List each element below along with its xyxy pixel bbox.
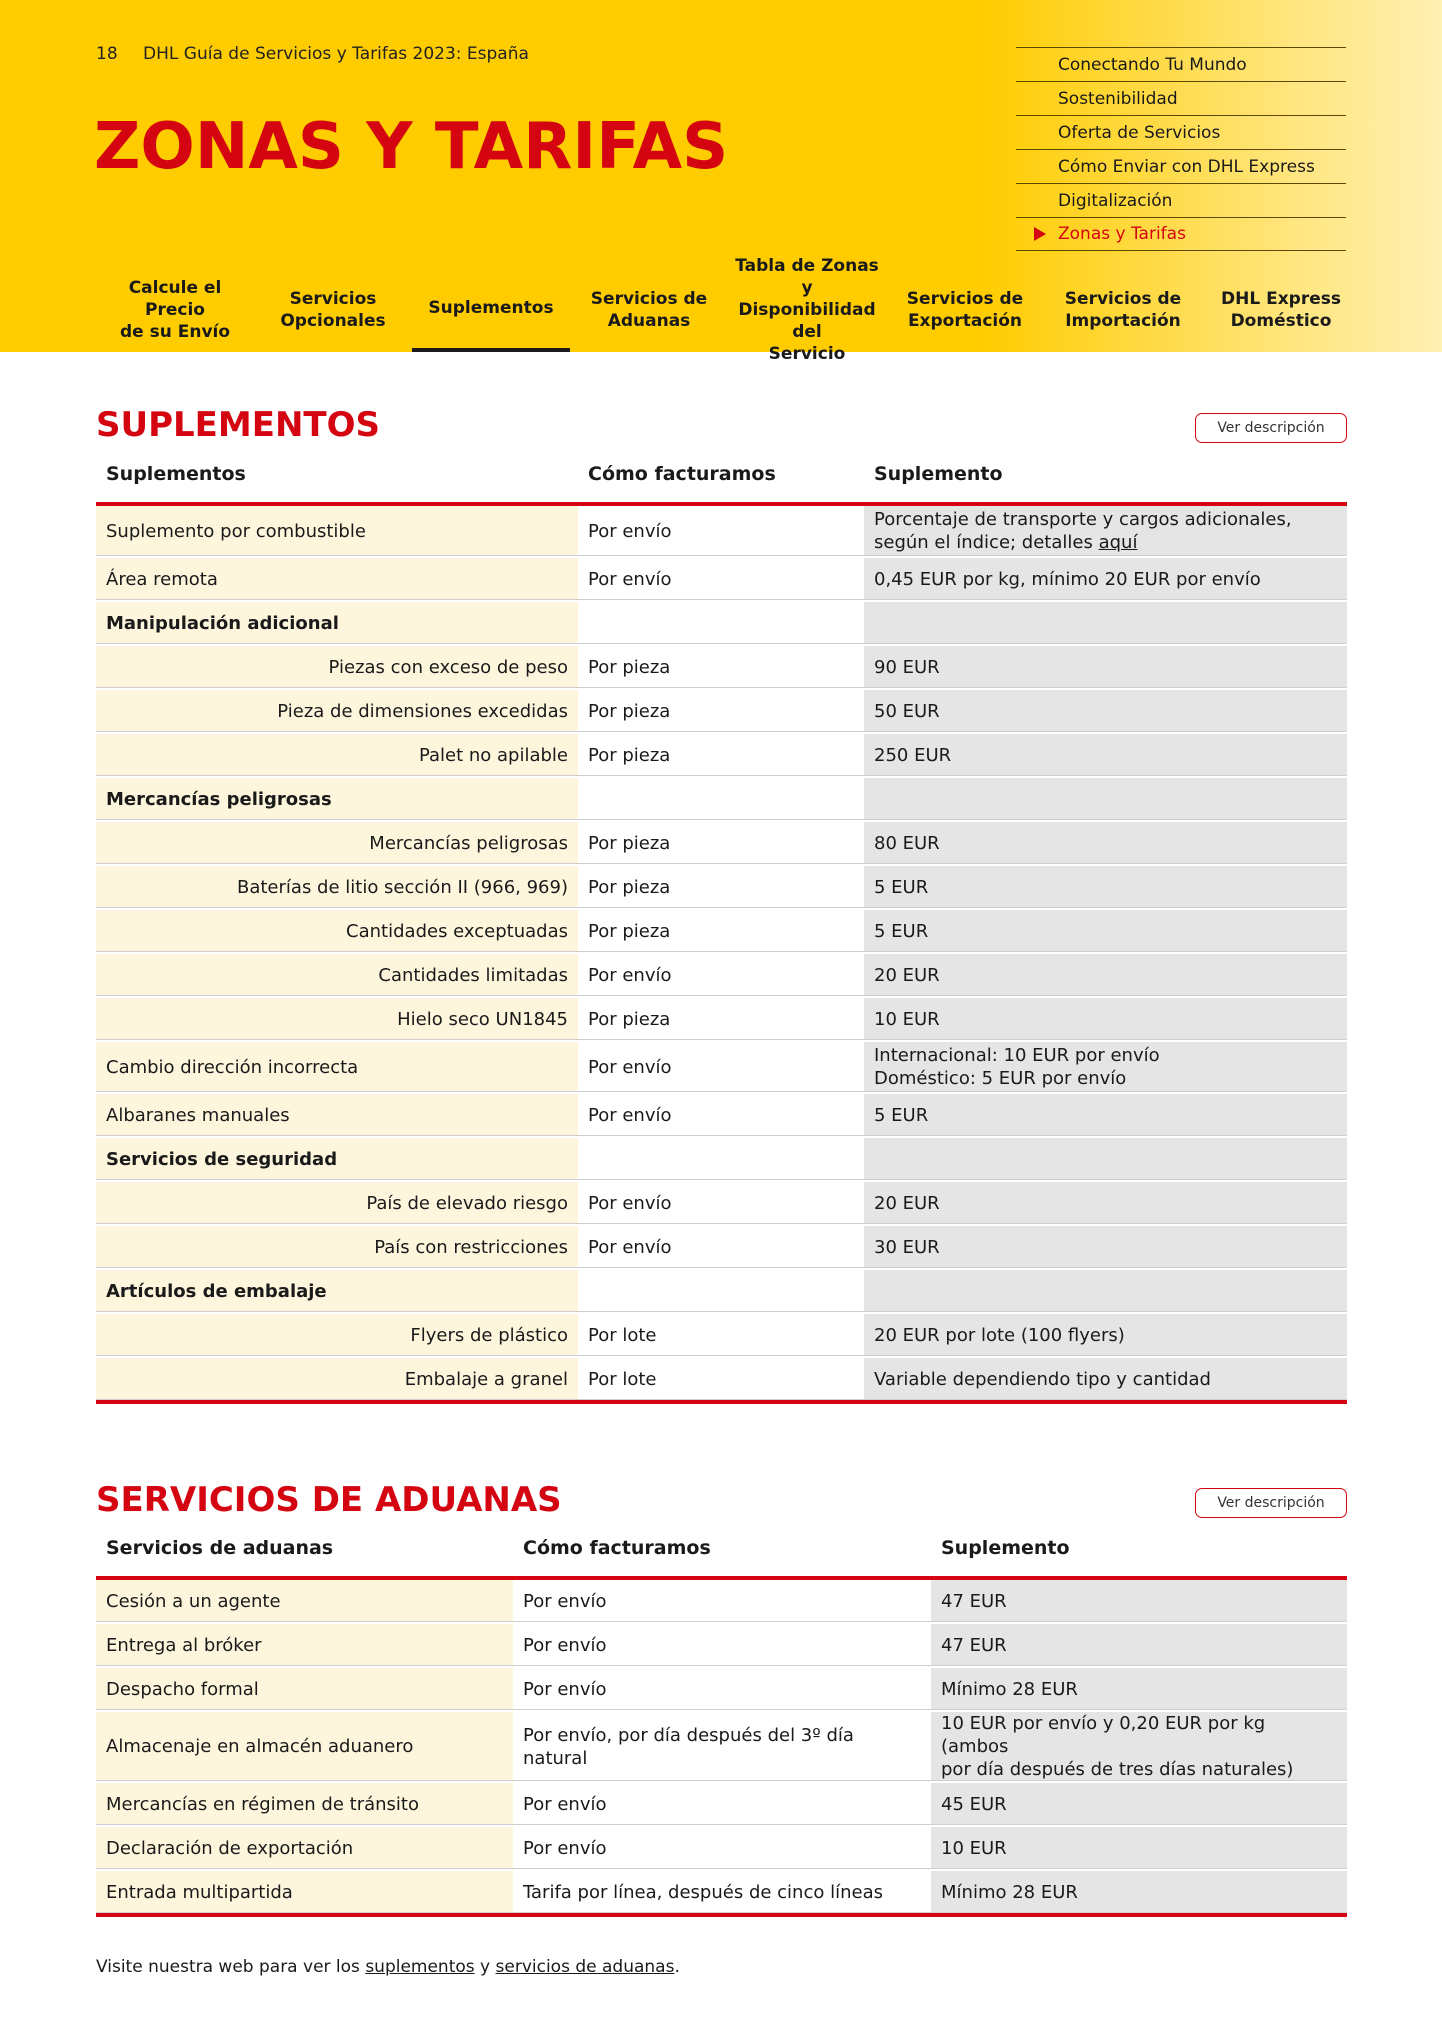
table-row bbox=[96, 689, 1347, 733]
column-header: Suplemento bbox=[931, 1520, 1347, 1578]
document-title: DHL Guía de Servicios y Tarifas 2023: España bbox=[143, 44, 529, 64]
cell-service: Piezas con exceso de peso bbox=[96, 645, 578, 689]
cell-service: Cantidades exceptuadas bbox=[96, 909, 578, 953]
nav-item[interactable] bbox=[1016, 115, 1346, 149]
table-row bbox=[96, 557, 1347, 601]
table-row bbox=[96, 601, 1347, 645]
cell-service: Flyers de plástico bbox=[96, 1313, 578, 1357]
cell-billing: Por envío bbox=[578, 1093, 864, 1137]
cell-charge: 0,45 EUR por kg, mínimo 20 EUR por envío bbox=[864, 557, 1347, 601]
aduanas-link[interactable]: servicios de aduanas bbox=[495, 1957, 675, 1977]
table-row bbox=[96, 1826, 1347, 1870]
footer-text: . bbox=[674, 1957, 680, 1977]
current-arrow-icon bbox=[1034, 227, 1046, 241]
table-row bbox=[96, 645, 1347, 689]
cell-charge bbox=[864, 504, 1347, 557]
table-row bbox=[96, 997, 1347, 1041]
cell-service: Almacenaje en almacén aduanero bbox=[96, 1711, 513, 1782]
cell-billing: Por envío bbox=[578, 1225, 864, 1269]
cell-charge: 50 EUR bbox=[864, 689, 1347, 733]
cell-service: Cambio dirección incorrecta bbox=[96, 1041, 578, 1093]
cell-service: Mercancías peligrosas bbox=[96, 821, 578, 865]
cell-service: Albaranes manuales bbox=[96, 1093, 578, 1137]
cell-service: Cantidades limitadas bbox=[96, 953, 578, 997]
cell-billing: Por envío bbox=[513, 1826, 931, 1870]
cell-charge bbox=[864, 1269, 1347, 1313]
cell-charge bbox=[864, 1137, 1347, 1181]
aduanas-description-button[interactable]: Ver descripción bbox=[1195, 1488, 1347, 1518]
cell-billing: Por envío bbox=[513, 1782, 931, 1826]
cell-service: Entrada multipartida bbox=[96, 1870, 513, 1915]
header-banner bbox=[0, 0, 1442, 364]
table-row bbox=[96, 1225, 1347, 1269]
cell-billing: Por envío bbox=[513, 1578, 931, 1623]
table-row bbox=[96, 777, 1347, 821]
cell-service: País de elevado riesgo bbox=[96, 1181, 578, 1225]
table-row bbox=[96, 1137, 1347, 1181]
footer-note bbox=[96, 1957, 680, 1977]
cell-service: Artículos de embalaje bbox=[96, 1269, 578, 1313]
nav-item-label: Conectando Tu Mundo bbox=[1058, 54, 1247, 75]
cell-service: Mercancías peligrosas bbox=[96, 777, 578, 821]
cell-billing: Por envío bbox=[578, 557, 864, 601]
nav-item[interactable] bbox=[1016, 149, 1346, 183]
nav-item-label: Zonas y Tarifas bbox=[1058, 224, 1186, 244]
column-header: Cómo facturamos bbox=[513, 1520, 931, 1578]
column-header: Cómo facturamos bbox=[578, 446, 864, 504]
table-row bbox=[96, 1181, 1347, 1225]
charge-line: Porcentaje de transporte y cargos adicionales, bbox=[874, 509, 1292, 530]
charge-line: 10 EUR por envío y 0,20 EUR por kg (ambos bbox=[941, 1713, 1266, 1757]
nav-item[interactable] bbox=[1016, 81, 1346, 115]
cell-charge: 90 EUR bbox=[864, 645, 1347, 689]
tab[interactable]: Servicios Opcionales bbox=[280, 289, 386, 331]
tab[interactable]: Servicios de Importación bbox=[1064, 289, 1182, 331]
cell-billing bbox=[578, 601, 864, 645]
charge-text: según el índice; detalles bbox=[874, 532, 1099, 553]
cell-charge bbox=[864, 777, 1347, 821]
cell-billing: Por envío bbox=[578, 1041, 864, 1093]
nav-item-label: Oferta de Servicios bbox=[1058, 122, 1221, 143]
cell-charge: 5 EUR bbox=[864, 909, 1347, 953]
cell-billing bbox=[578, 1137, 864, 1181]
cell-service: Despacho formal bbox=[96, 1667, 513, 1711]
cell-charge: 45 EUR bbox=[931, 1782, 1347, 1826]
table-row bbox=[96, 1782, 1347, 1826]
charge-line bbox=[874, 1067, 1337, 1090]
cell-billing: Por pieza bbox=[578, 865, 864, 909]
suplementos-table bbox=[96, 446, 1347, 1404]
cell-service: Baterías de litio sección II (966, 969) bbox=[96, 865, 578, 909]
nav-item[interactable] bbox=[1016, 183, 1346, 217]
tab[interactable]: Calcule el Precio de su Envío bbox=[119, 278, 231, 342]
cell-service: Hielo seco UN1845 bbox=[96, 997, 578, 1041]
cell-billing: Tarifa por línea, después de cinco líneas bbox=[513, 1870, 931, 1915]
cell-billing: Por envío bbox=[513, 1623, 931, 1667]
charge-text: por día después de tres días naturales) bbox=[941, 1759, 1294, 1780]
cell-billing: Por pieza bbox=[578, 645, 864, 689]
cell-charge: 47 EUR bbox=[931, 1578, 1347, 1623]
table-row bbox=[96, 733, 1347, 777]
table-row bbox=[96, 1667, 1347, 1711]
cell-charge: 20 EUR bbox=[864, 1181, 1347, 1225]
cell-service: Mercancías en régimen de tránsito bbox=[96, 1782, 513, 1826]
table-row bbox=[96, 1870, 1347, 1915]
cell-charge: Mínimo 28 EUR bbox=[931, 1870, 1347, 1915]
cell-service: Declaración de exportación bbox=[96, 1826, 513, 1870]
table-row bbox=[96, 1623, 1347, 1667]
cell-billing: Por envío bbox=[578, 953, 864, 997]
cell-service: Entrega al bróker bbox=[96, 1623, 513, 1667]
cell-service: Embalaje a granel bbox=[96, 1357, 578, 1402]
tab[interactable]: DHL Express Doméstico bbox=[1221, 289, 1341, 331]
tab[interactable]: Tabla de Zonas y Disponibilidad del Servicio bbox=[735, 256, 879, 364]
cell-billing: Por lote bbox=[578, 1357, 864, 1402]
suplementos-description-button[interactable]: Ver descripción bbox=[1195, 413, 1347, 443]
tab[interactable]: Servicios de Aduanas bbox=[590, 289, 708, 331]
cell-charge: 80 EUR bbox=[864, 821, 1347, 865]
table-row bbox=[96, 1269, 1347, 1313]
cell-service: Palet no apilable bbox=[96, 733, 578, 777]
cell-billing: Por envío bbox=[513, 1667, 931, 1711]
table-row bbox=[96, 1093, 1347, 1137]
page-title: ZONAS Y TARIFAS bbox=[94, 110, 729, 184]
aduanas-table bbox=[96, 1520, 1347, 1917]
cell-charge bbox=[864, 1041, 1347, 1093]
column-header: Servicios de aduanas bbox=[96, 1520, 513, 1578]
cell-charge bbox=[931, 1711, 1347, 1782]
table-row bbox=[96, 1578, 1347, 1623]
charge-line bbox=[874, 531, 1337, 554]
cell-service: Suplemento por combustible bbox=[96, 504, 578, 557]
cell-charge: 20 EUR bbox=[864, 953, 1347, 997]
cell-billing: Por pieza bbox=[578, 821, 864, 865]
table-row bbox=[96, 909, 1347, 953]
table-row bbox=[96, 1711, 1347, 1782]
charge-line: Internacional: 10 EUR por envío bbox=[874, 1045, 1160, 1066]
aduanas-title: SERVICIOS DE ADUANAS bbox=[96, 1480, 562, 1520]
table-row bbox=[96, 821, 1347, 865]
table-row bbox=[96, 865, 1347, 909]
table-row bbox=[96, 1041, 1347, 1093]
nav-item-label: Sostenibilidad bbox=[1058, 88, 1178, 109]
page-number: 18 bbox=[96, 44, 118, 64]
tab[interactable]: Servicios de Exportación bbox=[906, 289, 1024, 331]
suplementos-link[interactable]: suplementos bbox=[365, 1957, 475, 1977]
page-meta bbox=[96, 44, 529, 64]
table-row bbox=[96, 1357, 1347, 1402]
cell-charge: 250 EUR bbox=[864, 733, 1347, 777]
nav-item[interactable] bbox=[1016, 47, 1346, 81]
charge-text: Doméstico: 5 EUR por envío bbox=[874, 1068, 1127, 1089]
details-link[interactable]: aquí bbox=[1098, 532, 1138, 553]
cell-charge: 10 EUR bbox=[864, 997, 1347, 1041]
cell-charge: Mínimo 28 EUR bbox=[931, 1667, 1347, 1711]
cell-charge bbox=[864, 601, 1347, 645]
column-header: Suplemento bbox=[864, 446, 1347, 504]
cell-billing: Por pieza bbox=[578, 909, 864, 953]
nav-item-label: Cómo Enviar con DHL Express bbox=[1058, 156, 1315, 177]
subsection-tabs bbox=[96, 256, 1360, 364]
footer-text: Visite nuestra web para ver los bbox=[96, 1957, 366, 1977]
cell-charge: 47 EUR bbox=[931, 1623, 1347, 1667]
cell-billing: Por lote bbox=[578, 1313, 864, 1357]
charge-line bbox=[941, 1758, 1337, 1781]
cell-service: Manipulación adicional bbox=[96, 601, 578, 645]
column-header: Suplementos bbox=[96, 446, 578, 504]
cell-service: País con restricciones bbox=[96, 1225, 578, 1269]
cell-charge: 10 EUR bbox=[931, 1826, 1347, 1870]
cell-service: Servicios de seguridad bbox=[96, 1137, 578, 1181]
cell-charge: 5 EUR bbox=[864, 1093, 1347, 1137]
cell-service: Pieza de dimensiones excedidas bbox=[96, 689, 578, 733]
cell-billing: Por pieza bbox=[578, 733, 864, 777]
cell-charge: 5 EUR bbox=[864, 865, 1347, 909]
cell-charge: 20 EUR por lote (100 flyers) bbox=[864, 1313, 1347, 1357]
cell-service: Cesión a un agente bbox=[96, 1578, 513, 1623]
cell-billing bbox=[578, 1269, 864, 1313]
section-nav bbox=[1016, 47, 1346, 251]
tab[interactable]: Suplementos bbox=[412, 268, 570, 352]
cell-service: Área remota bbox=[96, 557, 578, 601]
cell-billing: Por envío, por día después del 3º día natural bbox=[513, 1711, 931, 1782]
table-row bbox=[96, 1313, 1347, 1357]
cell-charge: Variable dependiendo tipo y cantidad bbox=[864, 1357, 1347, 1402]
table-row bbox=[96, 504, 1347, 557]
suplementos-title: SUPLEMENTOS bbox=[96, 405, 381, 445]
cell-billing bbox=[578, 777, 864, 821]
nav-item[interactable] bbox=[1016, 217, 1346, 251]
cell-charge: 30 EUR bbox=[864, 1225, 1347, 1269]
cell-billing: Por envío bbox=[578, 1181, 864, 1225]
footer-text: y bbox=[474, 1957, 496, 1977]
cell-billing: Por pieza bbox=[578, 689, 864, 733]
cell-billing: Por envío bbox=[578, 504, 864, 557]
table-row bbox=[96, 953, 1347, 997]
cell-billing: Por pieza bbox=[578, 997, 864, 1041]
nav-item-label: Digitalización bbox=[1058, 190, 1173, 211]
